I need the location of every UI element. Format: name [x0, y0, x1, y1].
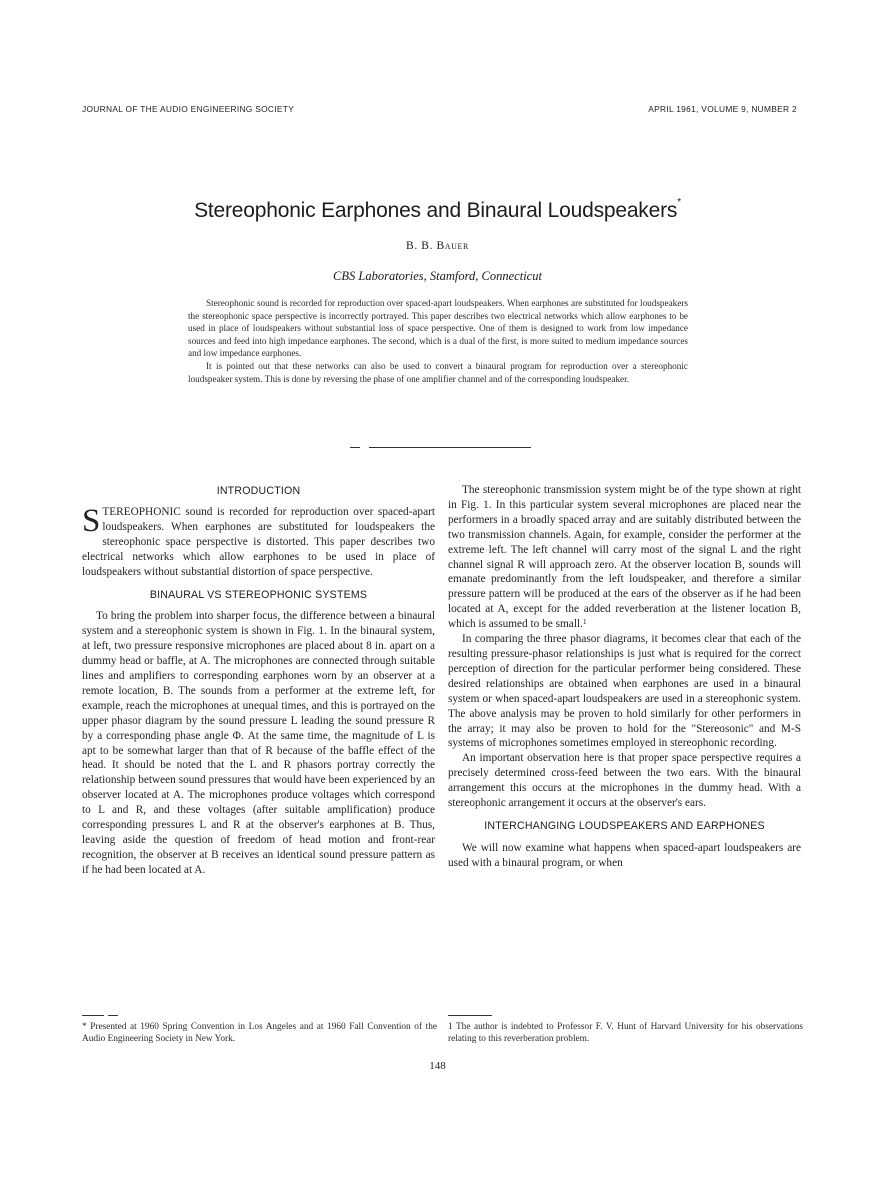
paragraph-text: The stereophonic transmission system might be of the type shown at right in Fig. 1. In this particular system several microphones are placed near the performers in a broadly spaced array and are suitably distributed between the two transmission channels. Again, for example, consider the performer at the extreme left. The left channel will carry most of the signal L and the right channel signal R will approach zero. At the observer location B, sounds will emanate predominantly from the left loudspeaker, and therefore a similar pressure pattern will be produced at the ears of the observer as if he had been located at A, except for the added reverberation at the listener location B, which is assumed to be small.: [448, 484, 801, 631]
author: B. B. Bauer: [406, 240, 469, 252]
abstract: [188, 297, 688, 385]
footnote-rule: [108, 1015, 118, 1016]
body-paragraph: An important observation here is that proper space perspective requires a precisely determined cross-feed between the two ears. With the binaural arrangement this occurs at the microphones in the dummy head. With a stereophonic arrangement it occurs at the observer's ears.: [448, 752, 801, 810]
section-heading-binaural: BINAURAL VS STEREOPHONIC SYSTEMS: [149, 589, 368, 602]
page-number: 148: [429, 1060, 446, 1072]
separator-rule: [350, 447, 360, 448]
journal-name: JOURNAL OF THE AUDIO ENGINEERING SOCIETY: [82, 104, 295, 114]
body-paragraph: [448, 483, 801, 632]
abstract-paragraph: Stereophonic sound is recorded for reproduction over spaced-apart loudspeakers. When earphones are substituted for loudspeakers the stereophonic space perspective is incorrectly portrayed. This paper describes two electrical networks which allow earphones to be used in place of loudspeakers without substantial loss of space perspective. One of them is designed to work from low impedance sources and feed into high impedance earphones. The second, which is a dual of the first, is more suited to medium impedance sources and low impedance earphones.: [188, 298, 688, 359]
body-paragraph: [82, 502, 435, 580]
issue-info: APRIL 1961, VOLUME 9, NUMBER 2: [648, 104, 797, 114]
footnote-presentation: * Presented at 1960 Spring Convention in Los Angeles and at 1960 Fall Convention of the Audio Engineering Society in New York.: [82, 1022, 437, 1044]
title-footnote-mark: *: [677, 197, 681, 208]
body-paragraph: To bring the problem into sharper focus, the difference between a binaural system and a stereophonic system is shown in Fig. 1. In the binaural system, at left, two pressure responsive microphones are placed about 8 in. apart on a dummy head or baffle, at A. The microphones are connected through suitable lines and amplifiers to corresponding earphones worn by an observer at a remote location, B. The sounds from a performer at the extreme left, for example, reach the microphones at unequal times, and this is portrayed on the upper phasor diagram by the sound pressure L leading the sound pressure R by a corresponding phase angle Φ. At the same time, the magnitude of L is apt to be somewhat larger than that of R because of the baffle effect of the head. It should be noted that the L and R phasors portray correctly the relationship between sound pressures that would have been experienced by an observer located at A. The microphones produce voltages which correspond to L and R, and these voltages (after suitable amplification) produce corresponding pressures L and R at the observer's earphones at B. Thus, leaving aside the question of freedom of head motion and front-rear recognition, the observer at B receives an identical sound pressure pattern as if he had been located at A.: [82, 610, 435, 876]
abstract-paragraph: It is pointed out that these networks can also be used to convert a binaural program for reproduction over a stereophonic loudspeaker system. This is done by reversing the phase of one amplifier channel and of the corresponding loudspeaker.: [188, 360, 688, 384]
footnote-mark: 1: [582, 617, 587, 627]
section-heading-interchanging: INTERCHANGING LOUDSPEAKERS AND EARPHONES: [484, 819, 765, 832]
body-column-right: [448, 483, 801, 871]
body-paragraph: We will now examine what happens when spaced-apart loudspeakers are used with a binaural program, or when: [448, 841, 801, 869]
separator-rule: [369, 447, 531, 448]
paper-title: [0, 199, 875, 223]
footnote-rule: [448, 1015, 492, 1016]
footnote-acknowledgment: 1 The author is indebted to Professor F. V. Hunt of Harvard University for his observations relating to this reverberation problem.: [448, 1022, 803, 1044]
footnote-rule: [82, 1015, 104, 1016]
body-column-left: [82, 483, 435, 878]
affiliation: CBS Laboratories, Stamford, Connecticut: [333, 269, 542, 283]
section-heading-introduction: INTRODUCTION: [216, 485, 301, 497]
drop-cap: S: [82, 502, 101, 539]
paragraph-text: TEREOPHONIC sound is recorded for reproduction over spaced-apart loudspeakers. When earphones are substituted for loudspeakers the stereophonic space perspective is distorted. This paper describes two electrical networks which allow earphones to be used in place of loudspeakers without substantial distortion of space perspective.: [82, 505, 435, 578]
paper-title-text: Stereophonic Earphones and Binaural Loudspeakers: [194, 199, 678, 222]
body-paragraph: In comparing the three phasor diagrams, it becomes clear that each of the resulting pressure-phasor relationships is just what is required for the correct perception of direction for the particular performer being considered. These desired relationships are obtained when earphones are used in a binaural system or when spaced-apart loudspeakers are used in a stereophonic system. The above analysis may be proven to hold similarly for other performers in the array; it may also be proven to hold for the "Stereosonic" and M-S systems of microphones sometimes employed in stereophonic recording.: [448, 633, 801, 750]
